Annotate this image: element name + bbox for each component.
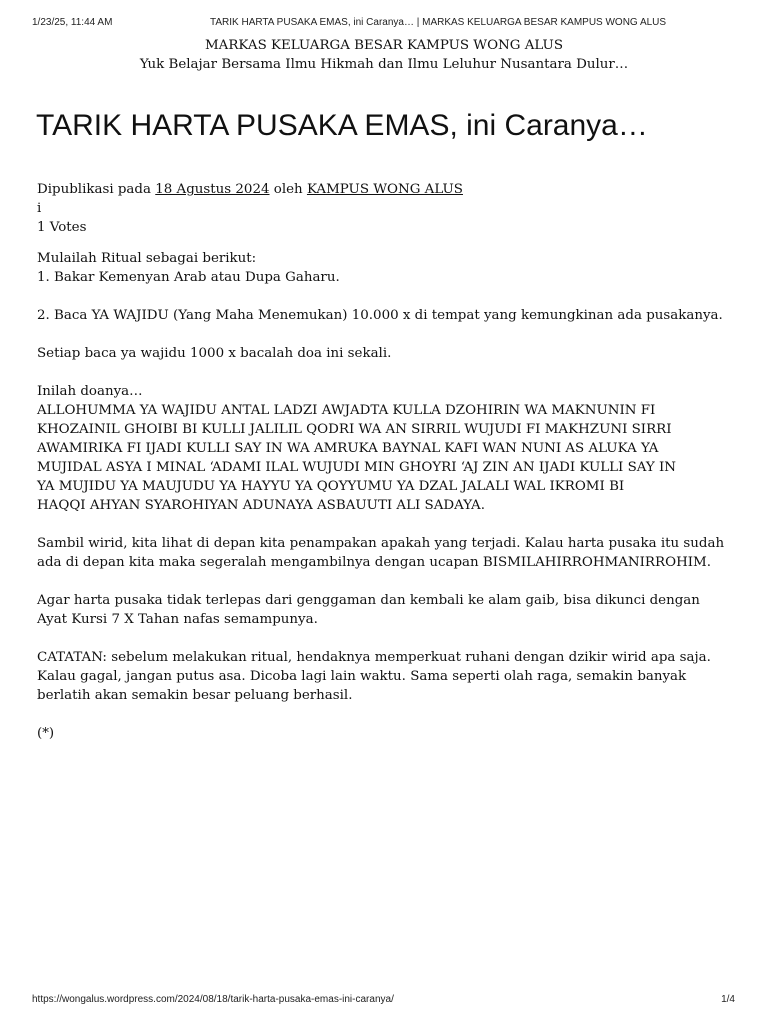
doa-intro: Inilah doanya…	[37, 384, 143, 399]
note-line: berlatih akan semakin besar peluang berhasil.	[37, 688, 353, 703]
published-prefix: Dipublikasi pada	[37, 182, 151, 197]
votes-count: 1 Votes	[37, 220, 87, 235]
note-line: CATATAN: sebelum melakukan ritual, hendaknya memperkuat ruhani dengan dzikir wirid apa saja.	[37, 650, 711, 665]
intro-paragraph	[37, 249, 737, 287]
byline-by: oleh	[273, 182, 303, 197]
step-2-paragraph: 2. Baca YA WAJIDU (Yang Maha Menemukan) 10.000 x di tempat yang kemungkinan ada pusakanya.	[37, 308, 723, 323]
wirid-paragraph	[37, 534, 737, 572]
lock-paragraph	[37, 591, 737, 629]
doa-line: AWAMIRIKA FI IJADI KULLI SAY IN WA AMRUKA BAYNAL KAFI WAN NUNI AS ALUKA YA	[37, 441, 659, 456]
note-line: Kalau gagal, jangan putus asa. Dicoba lagi lain waktu. Sama seperti olah raga, semakin banyak	[37, 669, 687, 684]
rating-info-icon[interactable]: i	[37, 201, 42, 216]
doa-line: KHOZAINIL GHOIBI BI KULLI JALILIL QODRI WA AN SIRRIL WUJUDI FI MAKHZUNI SIRRI	[37, 422, 672, 437]
doa-line: HAQQI AHYAN SYAROHIYAN ADUNAYA ASBAUUTI ALI SADAYA.	[37, 498, 485, 513]
site-tagline: Yuk Belajar Bersama Ilmu Hikmah dan Ilmu Leluhur Nusantara Dulur…	[139, 57, 629, 72]
post-byline	[37, 180, 463, 199]
post-title: TARIK HARTA PUSAKA EMAS, ini Caranya…	[36, 109, 648, 142]
note-paragraph	[37, 648, 737, 705]
step-1-line: 1. Bakar Kemenyan Arab atau Dupa Gaharu.	[37, 270, 340, 285]
print-page-number: 1/4	[721, 994, 735, 1005]
site-title-link[interactable]: MARKAS KELUARGA BESAR KAMPUS WONG ALUS	[204, 38, 564, 53]
post-date-link[interactable]: 18 Agustus 2024	[155, 182, 270, 197]
doa-paragraph	[37, 382, 737, 515]
print-document-title: TARIK HARTA PUSAKA EMAS, ini Caranya… | MARKAS KELUARGA BESAR KAMPUS WONG ALUS	[210, 17, 667, 28]
print-datetime: 1/23/25, 11:44 AM	[32, 17, 113, 28]
doa-line: ALLOHUMMA YA WAJIDU ANTAL LADZI AWJADTA KULLA DZOHIRIN WA MAKNUNIN FI	[37, 403, 656, 418]
lock-line: Ayat Kursi 7 X Tahan nafas semampunya.	[37, 612, 318, 627]
post-meta	[37, 180, 463, 237]
post-content	[37, 249, 737, 762]
wirid-line: ada di depan kita maka segeralah mengambilnya dengan ucapan BISMILAHIRROHMANIRROHIM.	[37, 555, 711, 570]
lock-line: Agar harta pusaka tidak terlepas dari genggaman dan kembali ke alam gaib, bisa dikunci dengan	[37, 593, 700, 608]
site-header	[0, 36, 768, 74]
wirid-line: Sambil wirid, kita lihat di depan kita penampakan apakah yang terjadi. Kalau harta pusaka itu sudah	[37, 536, 725, 551]
author-link[interactable]: KAMPUS WONG ALUS	[306, 182, 463, 197]
doa-line: MUJIDAL ASYA I MINAL ‘ADAMI ILAL WUJUDI MIN GHOYRI ‘AJ ZIN AN IJADI KULLI SAY IN	[37, 460, 676, 475]
closing-mark: (*)	[37, 726, 55, 741]
intro-line: Mulailah Ritual sebagai berikut:	[37, 251, 257, 266]
doa-line: YA MUJIDU YA MAUJUDU YA HAYYU YA QOYYUMU YA DZAL JALALI WAL IKROMI BI	[37, 479, 625, 494]
print-url: https://wongalus.wordpress.com/2024/08/18/tarik-harta-pusaka-emas-ini-caranya/	[32, 994, 394, 1005]
print-footer	[32, 994, 736, 1008]
every-1000-paragraph: Setiap baca ya wajidu 1000 x bacalah doa ini sekali.	[37, 346, 392, 361]
print-header	[32, 17, 736, 31]
